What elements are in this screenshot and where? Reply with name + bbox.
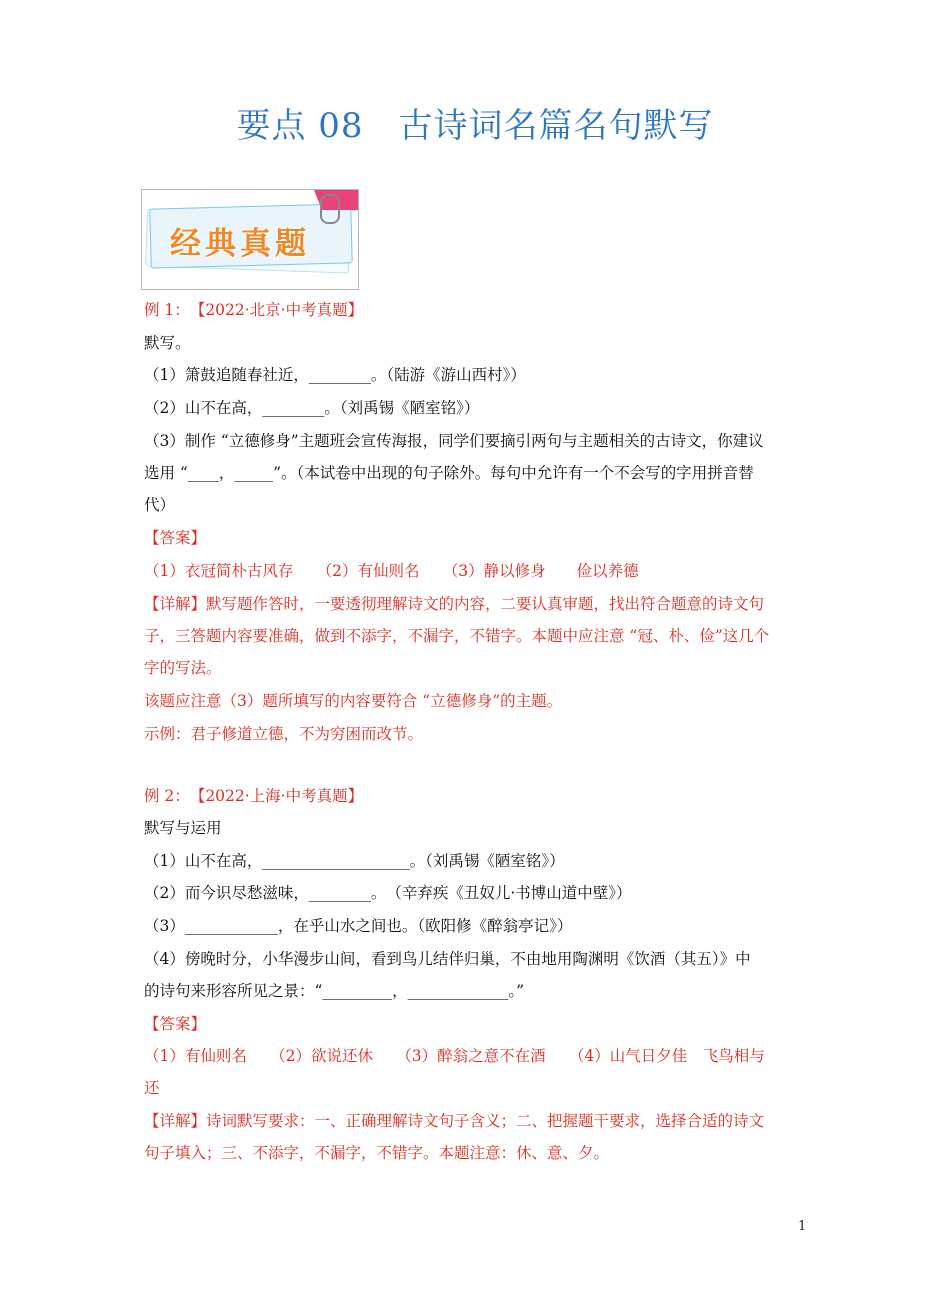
page-title: 要点 08 古诗词名篇名句默写: [236, 106, 714, 146]
example1-question-3-line3: 代）: [144, 496, 176, 514]
example2-question-3: （3）____________，在乎山水之间也。（欧阳修《醉翁亭记》）: [144, 917, 573, 935]
example1-detail-line2: 子，三答题内容要准确，做到不添字，不漏字，不错字。本题中应注意 “冠、朴、俭”这几个: [144, 627, 770, 645]
example2-header: [144, 785, 363, 807]
example2-answer-line1: （1）有仙则名 （2）欲说还休 （3）醉翁之意不在酒 （4）山气日夕佳 飞鸟相与: [144, 1047, 765, 1065]
example1-question-1: （1）箫鼓追随春社近，________。（陆游《游山西村》）: [144, 366, 526, 384]
example1-header: [144, 299, 363, 321]
banner-label: 经典真题: [170, 226, 310, 262]
example2-question-4-line2: 的诗句来形容所见之景：“_________，_____________。”: [144, 982, 525, 1000]
paperclip-icon: [320, 194, 340, 224]
example1-answer-label: 【答案】: [144, 529, 207, 547]
example2-detail-line1: [144, 1110, 764, 1132]
example1-prefix: 例 1：: [144, 301, 183, 319]
example2-instruction: 默写与运用: [144, 819, 222, 837]
example1-detail-text1: 默写题作答时，一要透彻理解诗文的内容，二要认真审题，找出符合题意的诗文句: [206, 595, 765, 613]
example1-detail-label: 【详解】: [144, 595, 207, 613]
example2-answer-label: 【答案】: [144, 1015, 207, 1033]
example2-source: 【2022·上海·中考真题】: [197, 787, 364, 805]
example1-question-3-line2: 选用 “____，_____”。（本试卷中出现的句子除外。每句中允许有一个不会写的字用拼音替: [144, 464, 754, 482]
example1-source: 【2022·北京·中考真题】: [197, 301, 364, 319]
example2-detail-label: 【详解】: [144, 1112, 207, 1130]
example1-detail-line5: 示例：君子修道立德，不为穷困而改节。: [144, 725, 424, 743]
example2-detail-line2: 句子填入；三、不添字，不漏字，不错字。本题注意：休、意、夕。: [144, 1144, 610, 1162]
example1-detail-line1: [144, 593, 764, 615]
example2-question-4-line1: （4）傍晚时分，小华漫步山间，看到鸟儿结伴归巢，不由地用陶渊明《饮酒（其五）》中: [144, 950, 751, 968]
example1-instruction: 默写。: [144, 334, 191, 352]
example2-answer-line2: 还: [144, 1079, 160, 1097]
example2-question-1: （1）山不在高，___________________。（刘禹锡《陋室铭》）: [144, 852, 565, 870]
example1-question-3-line1: （3）制作 “立德修身”主题班会宣传海报，同学们要摘引两句与主题相关的古诗文，你建议: [144, 432, 764, 450]
example2-detail-text1: 诗词默写要求：一、正确理解诗文句子含义；二、把握题干要求，选择合适的诗文: [206, 1112, 765, 1130]
example1-detail-line4: 该题应注意（3）题所填写的内容要符合 “立德修身”的主题。: [144, 692, 563, 710]
example2-prefix: 例 2：: [144, 787, 183, 805]
section-banner: [141, 189, 359, 290]
example1-detail-line3: 字的写法。: [144, 659, 222, 677]
example1-answer-text: （1）衣冠简朴古风存 （2）有仙则名 （3）静以修身 俭以养德: [144, 562, 639, 580]
example2-question-2: （2）而今识尽愁滋味，________。 （辛弃疾《丑奴儿·书博山道中壁》）: [144, 884, 632, 902]
page-number: 1: [798, 1219, 807, 1234]
example1-question-2: （2）山不在高，________。（刘禹锡《陋室铭》）: [144, 399, 480, 417]
